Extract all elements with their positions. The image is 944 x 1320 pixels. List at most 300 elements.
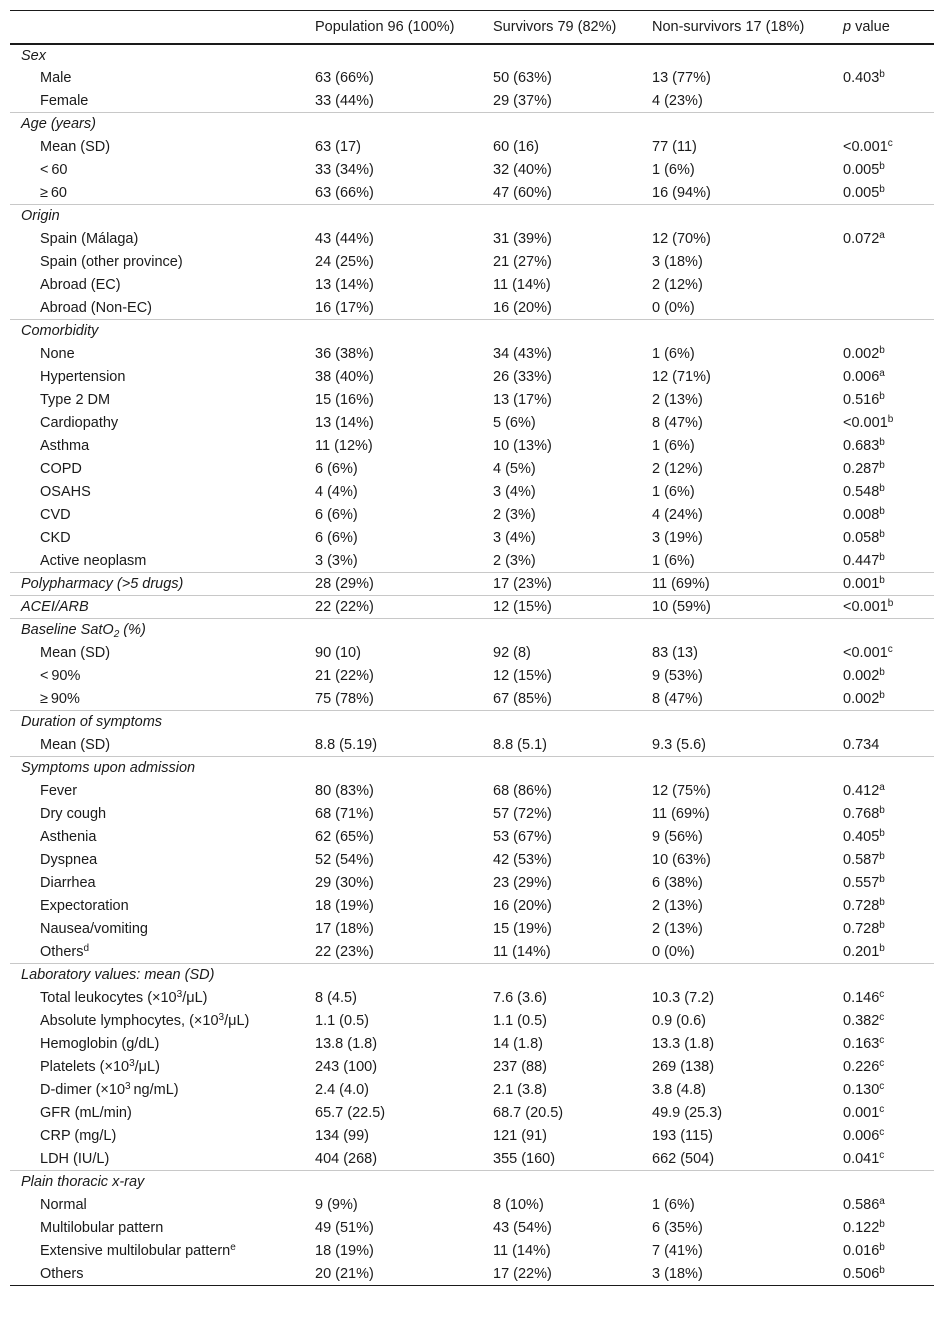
row-label-cell (10, 1194, 315, 1217)
survivors-cell (493, 1010, 652, 1033)
population-cell (315, 1102, 493, 1125)
p-value-cell (843, 1079, 934, 1102)
survivors-value: 68.7 (20.5) (493, 1104, 564, 1121)
population-cell (315, 297, 493, 320)
non-survivors-cell (652, 573, 843, 596)
non-survivors-cell (652, 389, 843, 412)
p-value-cell (843, 251, 934, 274)
survivors-value: 2.1 (3.8) (493, 1081, 547, 1098)
row-label: Active neoplasm (40, 552, 147, 569)
row-label: OSAHS (40, 483, 91, 500)
non-survivors-value: 13 (77%) (652, 69, 711, 86)
non-survivors-value: 2 (13%) (652, 920, 703, 937)
empty-cell (843, 619, 934, 642)
non-survivors-value: 662 (504) (652, 1150, 715, 1167)
population-value: 16 (17%) (315, 299, 374, 316)
population-value: 21 (22%) (315, 667, 374, 684)
non-survivors-value: 49.9 (25.3) (652, 1104, 723, 1121)
non-survivors-value: 193 (115) (652, 1127, 713, 1144)
non-survivors-value: 10 (59%) (652, 599, 711, 615)
row-label: Hemoglobin (g/dL) (40, 1035, 160, 1052)
row-label-cell (10, 458, 315, 481)
population-value: 22 (23%) (315, 943, 374, 960)
survivors-cell (493, 90, 652, 113)
non-survivors-value: 12 (71%) (652, 368, 711, 385)
survivors-cell (493, 1102, 652, 1125)
survivors-cell (493, 228, 652, 251)
row-label-cell (10, 1056, 315, 1079)
non-survivors-cell (652, 504, 843, 527)
survivors-cell (493, 826, 652, 849)
population-value: 4 (4%) (315, 483, 358, 500)
population-cell (315, 527, 493, 550)
population-value: 29 (30%) (315, 874, 374, 891)
section-title: Polypharmacy (>5 drugs) (21, 576, 184, 592)
p-value: <0.001 (843, 599, 888, 615)
non-survivors-value: 13.3 (1.8) (652, 1035, 715, 1052)
population-value: 49 (51%) (315, 1219, 374, 1236)
table-row (10, 435, 934, 458)
p-value-footnote-mark: b (879, 919, 885, 931)
section-row (10, 44, 934, 67)
row-label-cell (10, 1010, 315, 1033)
row-label-cell (10, 90, 315, 113)
non-survivors-value: 77 (11) (652, 138, 697, 155)
p-value-footnote-mark: b (879, 183, 885, 195)
p-value: 0.728 (843, 897, 880, 914)
row-label-cell (10, 412, 315, 435)
population-cell (315, 642, 493, 665)
empty-cell (493, 619, 652, 642)
survivors-cell (493, 1263, 652, 1286)
table-row (10, 1079, 934, 1102)
table-row (10, 297, 934, 320)
empty-cell (652, 757, 843, 780)
row-label-suffix: /μL) (224, 1012, 250, 1029)
population-value: 18 (19%) (315, 1242, 374, 1259)
non-survivors-cell (652, 458, 843, 481)
p-value-cell (843, 228, 934, 251)
population-value: 36 (38%) (315, 345, 374, 362)
row-label: CKD (40, 529, 71, 546)
non-survivors-value: 8 (47%) (652, 690, 703, 707)
population-value: 63 (17) (315, 138, 361, 155)
survivors-cell (493, 343, 652, 366)
non-survivors-value: 9 (56%) (652, 828, 703, 845)
section-row (10, 964, 934, 987)
empty-cell (493, 205, 652, 228)
population-cell (315, 734, 493, 757)
population-value: 15 (16%) (315, 391, 374, 408)
p-value-footnote-mark: c (879, 1149, 885, 1161)
p-value: 0.016 (843, 1242, 880, 1259)
p-value: 0.403 (843, 69, 880, 86)
survivors-value: 43 (54%) (493, 1219, 552, 1236)
survivors-cell (493, 159, 652, 182)
p-value-footnote-mark: b (879, 505, 885, 517)
section-title-cell (10, 113, 315, 136)
population-value: 2.4 (4.0) (315, 1081, 369, 1098)
empty-cell (315, 320, 493, 343)
survivors-value: 34 (43%) (493, 345, 552, 362)
table-row (10, 987, 934, 1010)
row-label-superscript: 3 (129, 1057, 135, 1069)
table-row (10, 849, 934, 872)
table-row (10, 90, 934, 113)
row-label-superscript: 3 (125, 1080, 131, 1092)
p-value-footnote-mark: b (879, 850, 885, 862)
population-value: 63 (66%) (315, 69, 374, 86)
population-cell (315, 481, 493, 504)
p-value: 0.006 (843, 368, 880, 385)
row-label-cell (10, 1079, 315, 1102)
p-value-footnote-mark: b (879, 896, 885, 908)
non-survivors-value: 3 (18%) (652, 253, 703, 270)
population-cell (315, 228, 493, 251)
row-label: Others (40, 943, 84, 960)
p-value-cell (843, 780, 934, 803)
table-row (10, 136, 934, 159)
survivors-cell (493, 1125, 652, 1148)
population-cell (315, 1217, 493, 1240)
p-value-footnote-mark: b (879, 873, 885, 885)
non-survivors-value: 11 (69%) (652, 576, 710, 592)
p-value-cell (843, 90, 934, 113)
row-label-cell (10, 550, 315, 573)
p-value-footnote-mark: c (879, 1057, 885, 1069)
non-survivors-value: 2 (13%) (652, 391, 703, 408)
table-row (10, 688, 934, 711)
population-cell (315, 665, 493, 688)
survivors-cell (493, 780, 652, 803)
non-survivors-value: 9.3 (5.6) (652, 736, 706, 753)
empty-cell (493, 711, 652, 734)
p-value-footnote-mark: b (879, 689, 885, 701)
p-value-cell (843, 366, 934, 389)
row-label-cell (10, 1102, 315, 1125)
row-label: LDH (IU/L) (40, 1150, 110, 1167)
row-label-cell (10, 435, 315, 458)
p-value-cell (843, 343, 934, 366)
section-title-cell (10, 320, 315, 343)
survivors-cell (493, 642, 652, 665)
p-value-footnote-mark: a (879, 781, 885, 793)
row-label-cell (10, 665, 315, 688)
survivors-value: 121 (91) (493, 1127, 548, 1144)
row-label: Absolute lymphocytes, (×10 (40, 1012, 219, 1029)
non-survivors-cell (652, 734, 843, 757)
survivors-value: 68 (86%) (493, 782, 552, 799)
header-p-value: p value (843, 11, 934, 44)
non-survivors-cell (652, 366, 843, 389)
population-value: 8.8 (5.19) (315, 736, 378, 753)
empty-cell (843, 1171, 934, 1194)
p-value: 0.728 (843, 920, 880, 937)
population-value: 75 (78%) (315, 690, 374, 707)
section-title: Duration of symptoms (21, 714, 163, 730)
section-title-cell (10, 44, 315, 67)
population-value: 80 (83%) (315, 782, 374, 799)
p-value: 0.146 (843, 989, 880, 1006)
row-label: Others (40, 1265, 84, 1282)
table-row (10, 1194, 934, 1217)
survivors-value: 16 (20%) (493, 299, 552, 316)
non-survivors-value: 1 (6%) (652, 1196, 695, 1213)
section-row (10, 573, 934, 596)
row-label: Spain (other province) (40, 253, 183, 270)
p-value: 0.382 (843, 1012, 880, 1029)
survivors-cell (493, 596, 652, 619)
survivors-cell (493, 872, 652, 895)
survivors-cell (493, 412, 652, 435)
empty-cell (652, 964, 843, 987)
p-value: 0.683 (843, 437, 880, 454)
p-value-cell (843, 1102, 934, 1125)
p-value-cell (843, 458, 934, 481)
survivors-cell (493, 895, 652, 918)
survivors-value: 237 (88) (493, 1058, 548, 1075)
empty-cell (843, 964, 934, 987)
row-label: Fever (40, 782, 78, 799)
row-label-cell (10, 642, 315, 665)
p-value-footnote-mark: c (879, 1103, 885, 1115)
table-row (10, 941, 934, 964)
p-value-cell (843, 688, 934, 711)
survivors-cell (493, 458, 652, 481)
row-label: GFR (mL/min) (40, 1104, 132, 1121)
p-value-cell (843, 504, 934, 527)
p-value: 0.005 (843, 161, 880, 178)
survivors-cell (493, 550, 652, 573)
non-survivors-value: 2 (12%) (652, 460, 703, 477)
empty-cell (315, 44, 493, 67)
survivors-value: 13 (17%) (493, 391, 552, 408)
baseline-characteristics-table (10, 10, 934, 1286)
population-value: 13.8 (1.8) (315, 1035, 378, 1052)
empty-cell (315, 711, 493, 734)
survivors-value: 31 (39%) (493, 230, 552, 247)
row-label-cell (10, 136, 315, 159)
row-label: Male (40, 69, 72, 86)
row-label: Multilobular pattern (40, 1219, 164, 1236)
empty-cell (315, 205, 493, 228)
p-value-cell (843, 67, 934, 90)
population-value: 62 (65%) (315, 828, 374, 845)
non-survivors-cell (652, 90, 843, 113)
p-value-footnote-mark: c (887, 643, 893, 655)
non-survivors-value: 9 (53%) (652, 667, 703, 684)
table-row (10, 826, 934, 849)
section-title-cell (10, 573, 315, 596)
p-value: 0.002 (843, 690, 880, 707)
section-title: Sex (21, 47, 46, 64)
p-value-footnote-mark: b (879, 551, 885, 563)
p-value: <0.001 (843, 414, 888, 431)
survivors-value: 1.1 (0.5) (493, 1012, 547, 1029)
population-value: 404 (268) (315, 1150, 378, 1167)
p-value: 0.002 (843, 345, 880, 362)
empty-cell (843, 711, 934, 734)
row-label: Abroad (Non-EC) (40, 299, 153, 316)
population-value: 33 (34%) (315, 161, 374, 178)
p-value: 0.412 (843, 782, 880, 799)
population-cell (315, 90, 493, 113)
survivors-value: 12 (15%) (493, 667, 552, 684)
survivors-cell (493, 136, 652, 159)
population-cell (315, 389, 493, 412)
non-survivors-value: 2 (12%) (652, 276, 703, 293)
p-value: 0.587 (843, 851, 880, 868)
p-value-footnote-mark: c (879, 1126, 885, 1138)
row-label: Female (40, 92, 89, 109)
row-label-cell (10, 504, 315, 527)
population-value: 8 (4.5) (315, 989, 357, 1006)
survivors-cell (493, 803, 652, 826)
non-survivors-cell (652, 803, 843, 826)
population-cell (315, 67, 493, 90)
population-value: 18 (19%) (315, 897, 374, 914)
survivors-cell (493, 527, 652, 550)
p-value: 0.405 (843, 828, 880, 845)
survivors-value: 42 (53%) (493, 851, 552, 868)
survivors-cell (493, 987, 652, 1010)
row-label-cell (10, 918, 315, 941)
p-value-cell (843, 412, 934, 435)
population-value: 6 (6%) (315, 506, 358, 523)
survivors-cell (493, 573, 652, 596)
table-row (10, 550, 934, 573)
p-value: 0.768 (843, 805, 880, 822)
population-value: 243 (100) (315, 1058, 378, 1075)
empty-cell (652, 619, 843, 642)
survivors-value: 57 (72%) (493, 805, 552, 822)
section-title: Laboratory values: mean (SD) (21, 967, 215, 983)
population-value: 22 (22%) (315, 599, 374, 615)
non-survivors-value: 11 (69%) (652, 805, 710, 822)
p-value: 0.006 (843, 1127, 880, 1144)
p-value-cell (843, 826, 934, 849)
non-survivors-cell (652, 665, 843, 688)
table-row (10, 918, 934, 941)
row-label-cell (10, 780, 315, 803)
section-title-cell (10, 205, 315, 228)
row-label-cell (10, 274, 315, 297)
p-value-cell (843, 550, 934, 573)
row-label-cell (10, 987, 315, 1010)
p-value: 0.005 (843, 184, 880, 201)
row-label-cell (10, 1033, 315, 1056)
non-survivors-cell (652, 274, 843, 297)
table-row (10, 458, 934, 481)
p-value: <0.001 (843, 138, 888, 155)
p-value-cell (843, 274, 934, 297)
survivors-value: 355 (160) (493, 1150, 556, 1167)
population-cell (315, 550, 493, 573)
row-label-cell (10, 803, 315, 826)
table-row (10, 1102, 934, 1125)
row-label: < 60 (40, 161, 68, 178)
non-survivors-cell (652, 872, 843, 895)
empty-cell (315, 619, 493, 642)
survivors-value: 67 (85%) (493, 690, 552, 707)
population-value: 134 (99) (315, 1127, 370, 1144)
p-value-footnote-mark: b (879, 666, 885, 678)
population-cell (315, 826, 493, 849)
population-cell (315, 895, 493, 918)
p-value-footnote-mark: a (879, 367, 885, 379)
p-value-cell (843, 435, 934, 458)
population-cell (315, 251, 493, 274)
table-row (10, 1010, 934, 1033)
non-survivors-value: 0.9 (0.6) (652, 1012, 706, 1029)
population-cell (315, 1125, 493, 1148)
section-title-cell (10, 711, 315, 734)
population-cell (315, 941, 493, 964)
non-survivors-cell (652, 826, 843, 849)
non-survivors-cell (652, 136, 843, 159)
population-cell (315, 435, 493, 458)
row-label: None (40, 345, 75, 362)
p-value-cell (843, 665, 934, 688)
table-row (10, 366, 934, 389)
table-row (10, 803, 934, 826)
table-row (10, 1148, 934, 1171)
survivors-cell (493, 1148, 652, 1171)
non-survivors-cell (652, 550, 843, 573)
population-cell (315, 1056, 493, 1079)
p-value-footnote-mark: b (887, 413, 894, 425)
population-cell (315, 1194, 493, 1217)
empty-cell (652, 711, 843, 734)
p-value: 0.557 (843, 874, 880, 891)
non-survivors-value: 7 (41%) (652, 1242, 703, 1259)
empty-cell (843, 44, 934, 67)
non-survivors-cell (652, 1125, 843, 1148)
row-label: CRP (mg/L) (40, 1127, 117, 1144)
survivors-cell (493, 67, 652, 90)
row-label: Normal (40, 1196, 87, 1213)
header-population: Population 96 (100%) (315, 11, 493, 44)
population-cell (315, 803, 493, 826)
non-survivors-cell (652, 780, 843, 803)
non-survivors-value: 3.8 (4.8) (652, 1081, 706, 1098)
p-value-footnote-mark: b (879, 68, 885, 80)
survivors-value: 2 (3%) (493, 506, 536, 523)
population-cell (315, 573, 493, 596)
section-row (10, 320, 934, 343)
survivors-value: 8.8 (5.1) (493, 736, 547, 753)
non-survivors-cell (652, 849, 843, 872)
survivors-value: 23 (29%) (493, 874, 552, 891)
p-value-footnote-mark: b (879, 804, 885, 816)
table-row (10, 182, 934, 205)
p-value-cell (843, 941, 934, 964)
empty-cell (493, 1171, 652, 1194)
non-survivors-value: 3 (18%) (652, 1265, 703, 1282)
table-row (10, 1056, 934, 1079)
p-value: 0.734 (843, 736, 880, 753)
p-value-cell (843, 573, 934, 596)
p-value-footnote-mark: b (879, 827, 885, 839)
non-survivors-value: 6 (38%) (652, 874, 703, 891)
row-label-cell (10, 872, 315, 895)
row-label-suffix: ng/mL) (130, 1081, 179, 1098)
empty-cell (315, 1171, 493, 1194)
population-value: 33 (44%) (315, 92, 374, 109)
non-survivors-cell (652, 159, 843, 182)
survivors-cell (493, 1079, 652, 1102)
empty-cell (315, 964, 493, 987)
